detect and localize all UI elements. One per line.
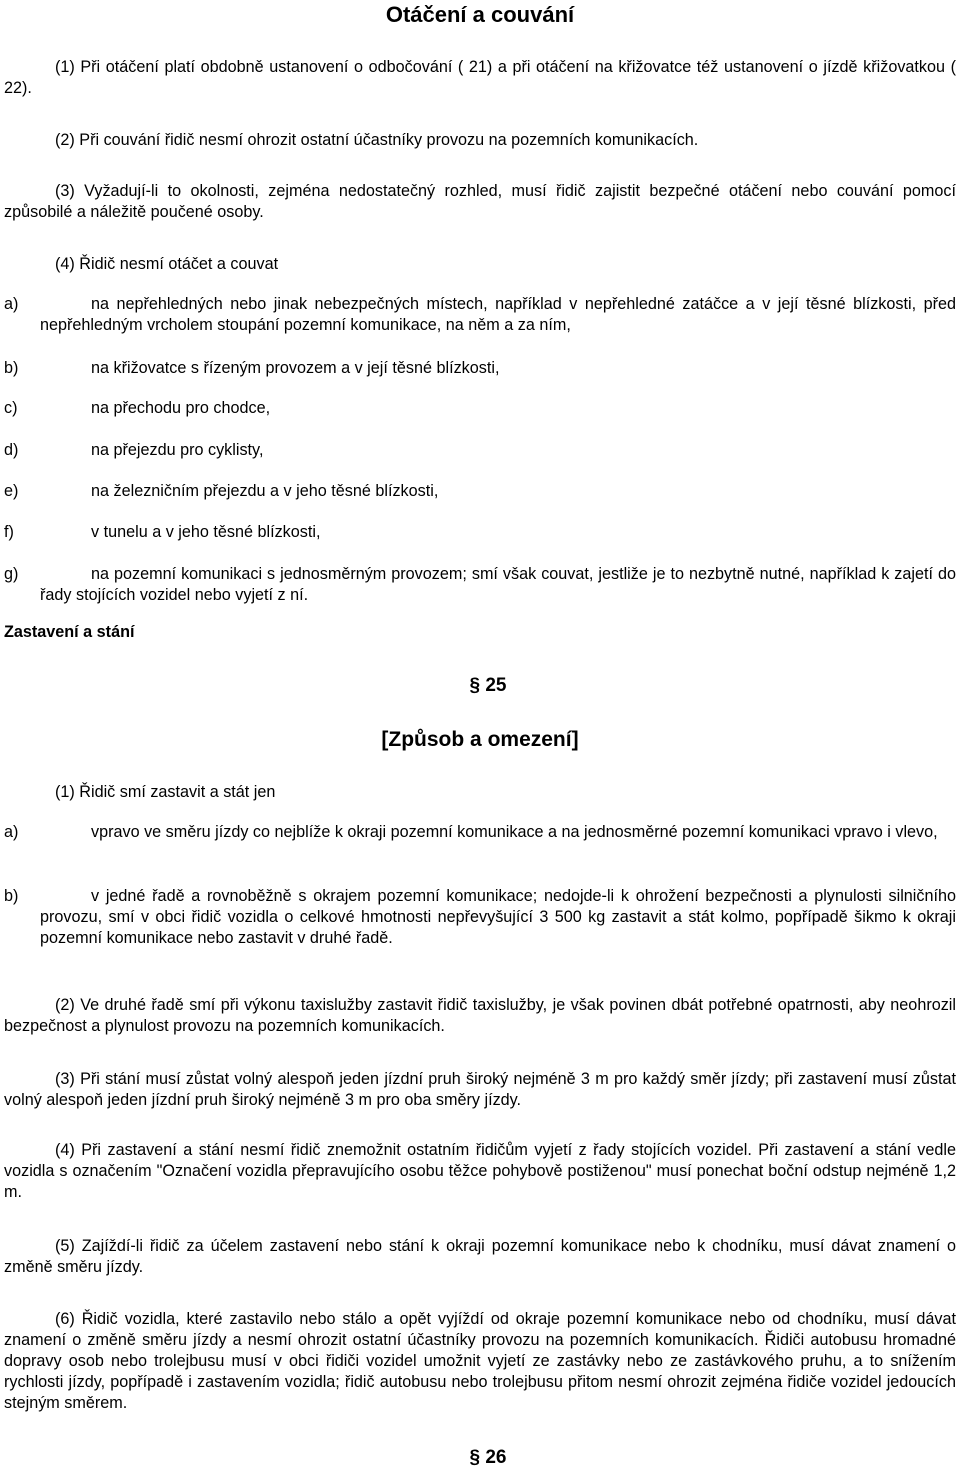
list-item-otaceni-c bbox=[4, 398, 956, 419]
list-marker: a) bbox=[4, 823, 19, 841]
list-text: v tunelu a v jeho těsné blízkosti, bbox=[91, 523, 321, 541]
list-marker: e) bbox=[4, 482, 19, 500]
next-section-number-value: 26 bbox=[485, 1447, 507, 1468]
list-text: na pozemní komunikaci s jednosměrným provozem; smí však couvat, jestliže je to nezbytně nutné, například k zajetí do řady stojících vozidel nebo vyjetí z ní. bbox=[40, 565, 956, 604]
paragraph-zastaveni-1: (1) Řidič smí zastavit a stát jen bbox=[55, 783, 276, 801]
paragraph-zastaveni-5: (5) Zajíždí-li řidič za účelem zastavení nebo stání k okraji pozemní komunikace nebo k chodníku, musí dávat znamení o změně směru jízdy. bbox=[4, 1237, 956, 1276]
section-number-value: 25 bbox=[485, 675, 507, 696]
list-item-zastaveni-a bbox=[4, 822, 956, 843]
list-marker: a) bbox=[4, 295, 19, 313]
section-number bbox=[380, 674, 596, 698]
list-text: na přejezdu pro cyklisty, bbox=[91, 441, 264, 459]
list-item-otaceni-d bbox=[4, 440, 956, 461]
section-sign-icon: § bbox=[469, 675, 481, 696]
list-marker: c) bbox=[4, 399, 18, 417]
next-section-number bbox=[380, 1446, 596, 1470]
list-marker: g) bbox=[4, 565, 19, 583]
list-item-otaceni-a bbox=[4, 294, 956, 336]
list-item-otaceni-e bbox=[4, 481, 956, 502]
list-marker: f) bbox=[4, 523, 14, 541]
paragraph-zastaveni-6: (6) Řidič vozidla, které zastavilo nebo stálo a opět vyjíždí od okraje pozemní komunikace nebo od chodníku, musí dávat znamení o změně směru jízdy a nesmí ohrozit ostatní účastníky provozu na pozemních komunikacích. Řidiči autobusu hromadné dopravy osob nebo trolejbusu musí v obci řidiči vozidel umožnit vyjetí ze zastávky nebo ze zastávkového pruhu, a to snížením rychlosti jízdy, popřípadě i zastavením vozidla; řidič autobusu nebo trolejbusu přitom nesmí ohrozit zejména řidiče vozidel jedoucích stejným směrem. bbox=[4, 1310, 956, 1412]
list-item-otaceni-g bbox=[4, 564, 956, 606]
section-heading: Zastavení a stání bbox=[4, 623, 135, 641]
section-sign-icon: § bbox=[469, 1447, 481, 1468]
list-text: na přechodu pro chodce, bbox=[91, 399, 271, 417]
paragraph-otaceni-4: (4) Řidič nesmí otáčet a couvat bbox=[55, 255, 279, 273]
list-text: vpravo ve směru jízdy co nejblíže k okraji pozemní komunikace a na jednosměrné pozemní komunikaci vpravo i vlevo, bbox=[91, 823, 938, 841]
list-item-otaceni-f bbox=[4, 522, 956, 543]
list-marker: b) bbox=[4, 359, 19, 377]
paragraph-otaceni-3: (3) Vyžadují-li to okolnosti, zejména nedostatečný rozhled, musí řidič zajistit bezpečné otáčení nebo couvání pomocí způsobilé a náležitě poučené osoby. bbox=[4, 182, 956, 221]
list-item-otaceni-b bbox=[4, 358, 956, 379]
paragraph-otaceni-2: (2) Při couvání řidič nesmí ohrozit ostatní účastníky provozu na pozemních komunikacích. bbox=[55, 131, 699, 149]
list-text: v jedné řadě a rovnoběžně s okrajem pozemní komunikace; nedojde-li k ohrožení bezpečnosti a plynulosti silničního provozu, smí v obci řidič vozidla o celkové hmotnosti nepřevyšující 3 500 kg zastavit a stát kolmo, popřípadě šikmo k okraji pozemní komunikace nebo zastavit v druhé řadě. bbox=[40, 887, 956, 947]
paragraph-zastaveni-2: (2) Ve druhé řadě smí při výkonu taxislužby zastavit řidič taxislužby, je však povinen dbát potřebné opatrnosti, aby neohrozil bezpečnost a plynulost provozu na pozemních komunikacích. bbox=[4, 996, 956, 1035]
paragraph-zastaveni-3: (3) Při stání musí zůstat volný alespoň jeden jízdní pruh široký nejméně 3 m pro každý směr jízdy; při zastavení musí zůstat volný alespoň jeden jízdní pruh široký nejméně 3 m pro oba směry jízdy. bbox=[4, 1070, 956, 1109]
list-text: na křižovatce s řízeným provozem a v její těsné blízkosti, bbox=[91, 359, 500, 377]
paragraph-zastaveni-4: (4) Při zastavení a stání nesmí řidič znemožnit ostatním řidičům vyjetí z řady stojících vozidel. Při zastavení a stání vedle vozidla s označením "Označení vozidla přepravujícího osobu těžce pohybově postiženou" musí ponechat boční odstup nejméně 1,2 m. bbox=[4, 1141, 956, 1201]
list-marker: d) bbox=[4, 441, 19, 459]
section-title: [Způsob a omezení] bbox=[381, 728, 579, 751]
list-text: na železničním přejezdu a v jeho těsné blízkosti, bbox=[91, 482, 439, 500]
page-title: Otáčení a couvání bbox=[385, 2, 575, 27]
list-item-zastaveni-b bbox=[4, 886, 956, 949]
list-text: na nepřehledných nebo jinak nebezpečných místech, například v nepřehledné zatáčce a v její těsné blízkosti, před nepřehledným vrcholem stoupání pozemní komunikace, na něm a za ním, bbox=[40, 295, 956, 334]
paragraph-otaceni-1: (1) Při otáčení platí obdobně ustanovení o odbočování ( 21) a při otáčení na křižovatce též ustanovení o jízdě křižovatkou ( 22). bbox=[4, 58, 956, 97]
list-marker: b) bbox=[4, 887, 19, 905]
